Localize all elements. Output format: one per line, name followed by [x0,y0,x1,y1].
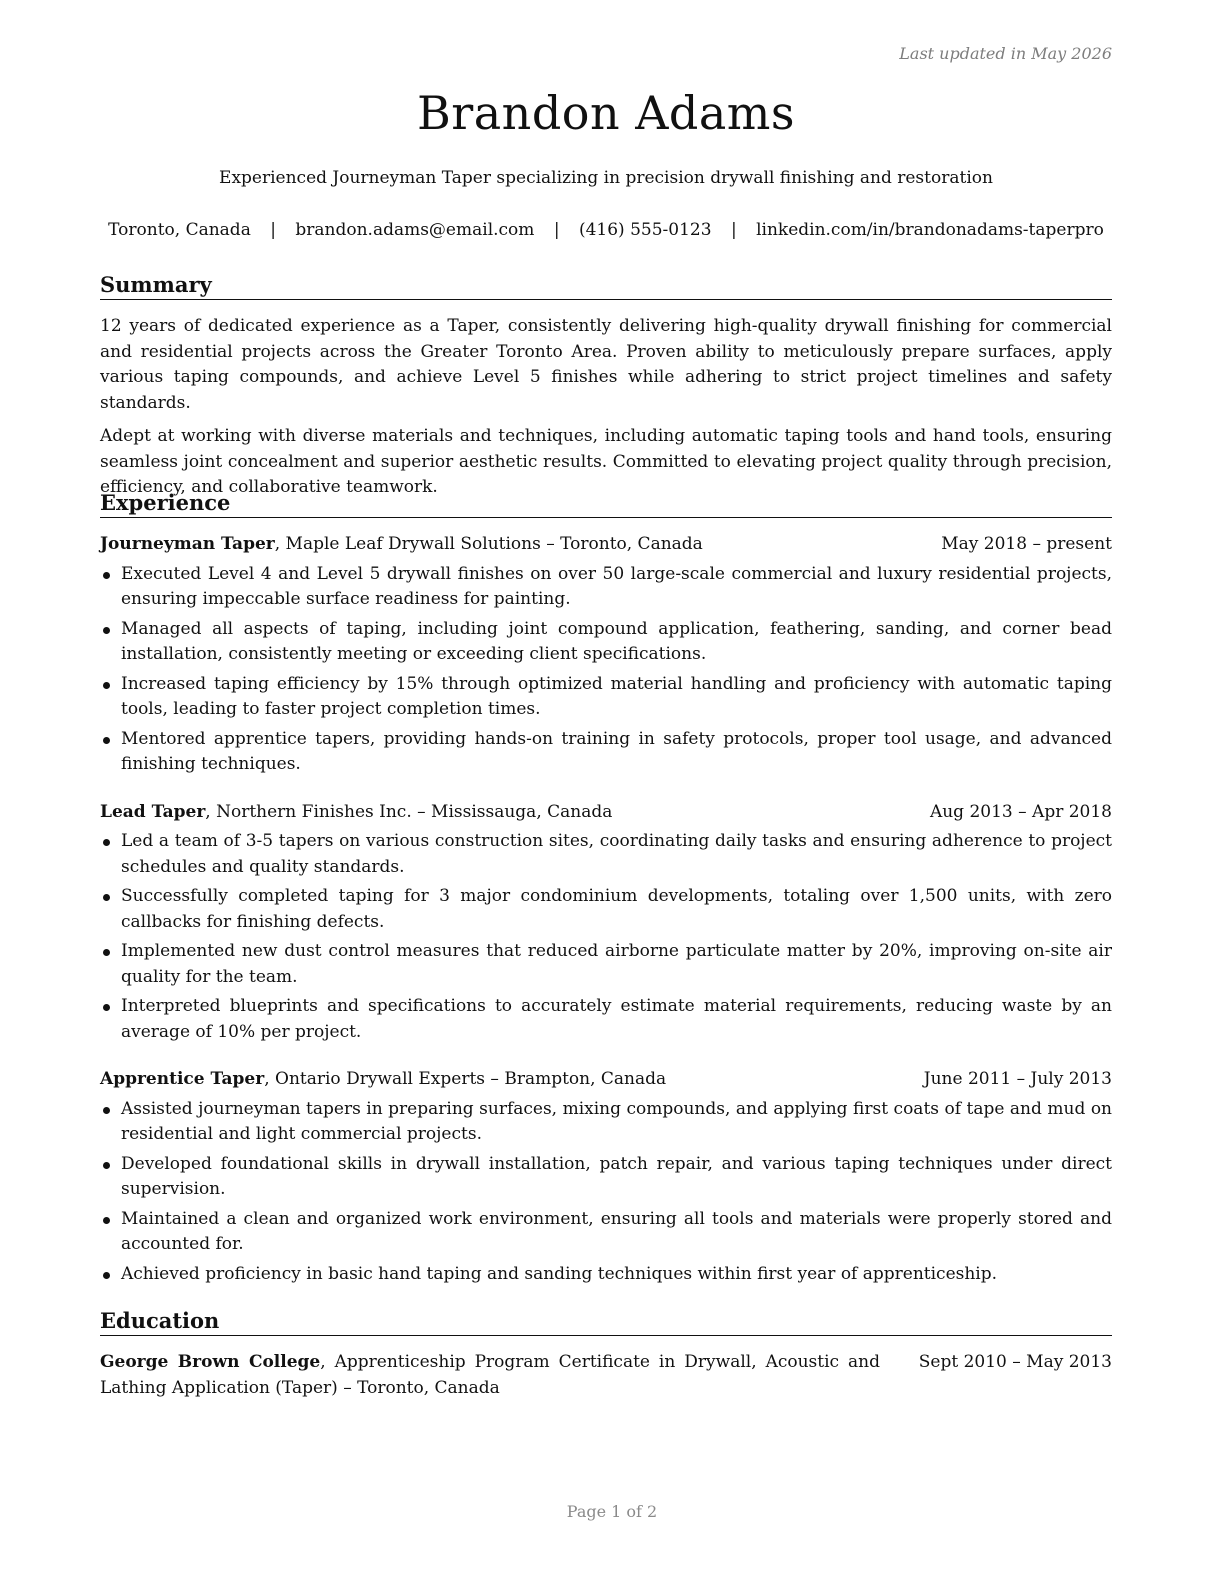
contact-separator: | [270,220,276,240]
job-title-line [100,1067,666,1093]
job-title-line [100,532,703,558]
bullet-text: Increased taping efficiency by 15% through optimized material handling and proficiency with automatic taping tools, leading to faster project completion times. [121,673,1112,719]
job-bullet [100,1262,1112,1288]
job-bullet [100,829,1112,880]
education-section [100,1308,1112,1401]
job-header [100,1067,1112,1093]
resume-page [100,0,1112,1584]
summary-paragraph: Adept at working with diverse materials and techniques, including automatic taping tools and hand tools, ensuring seamless joint concealment and superior aesthetic results. Committed to elevating project quality through precision, efficiency, and collaborative teamwork. [100,426,1112,497]
job-employer: , Maple Leaf Drywall Solutions – Toronto, Canada [274,534,703,554]
candidate-name: Brandon Adams [416,86,796,140]
bullet-icon [103,627,110,634]
job-role: Journeyman Taper [100,534,275,554]
job-bullet [100,672,1112,723]
candidate-headline: Experienced Journeyman Taper specializing in precision drywall finishing and restoration [219,168,993,188]
job-role: Apprentice Taper [100,1069,265,1089]
bullet-text: Interpreted blueprints and specifications to accurately estimate material requirements, reducing waste by an average of 10% per project. [121,996,1112,1042]
education-details [100,1350,880,1401]
section-title-summary: Summary [100,272,1112,300]
bullet-text: Maintained a clean and organized work environment, ensuring all tools and materials were properly stored and accounted for. [121,1208,1112,1254]
bullet-text: Assisted journeyman tapers in preparing surfaces, mixing compounds, and applying first coats of tape and mud on residential and light commercial projects. [121,1098,1112,1144]
job-bullet [100,884,1112,935]
bullet-text: Implemented new dust control measures that reduced airborne particulate matter by 20%, improving on-site air quality for the team. [121,941,1112,987]
job-employer: , Ontario Drywall Experts – Brampton, Canada [264,1069,667,1089]
job-header [100,532,1112,558]
bullet-text: Mentored apprentice tapers, providing hands-on training in safety protocols, proper tool usage, and advanced finishing techniques. [121,728,1112,774]
bullet-icon [103,1272,110,1279]
job-header [100,800,1112,826]
job-bullet [100,994,1112,1045]
job-bullet [100,1207,1112,1258]
job-bullet [100,617,1112,668]
section-title-education: Education [100,1308,1112,1336]
job-entry [100,800,1112,1046]
bullet-icon [103,682,110,689]
bullet-text: Executed Level 4 and Level 5 drywall finishes on over 50 large-scale commercial and luxury residential projects, ensuring impeccable surface readiness for painting. [121,563,1112,609]
bullet-text: Managed all aspects of taping, including joint compound application, feathering, sanding, and corner bead installation, consistently meeting or exceeding client specifications. [121,618,1112,664]
experience-section [100,490,1112,1291]
education-program: , Apprenticeship Program Certificate in Drywall, Acoustic and Lathing Application (Taper) – Toronto, Canada [100,1352,880,1398]
bullet-text: Successfully completed taping for 3 major condominium developments, totaling over 1,500 units, with zero callbacks for finishing defects. [121,886,1112,932]
job-dates: May 2018 – present [941,534,1112,554]
bullet-icon [103,572,110,579]
job-entry [100,532,1112,778]
section-title-experience: Experience [100,490,1112,518]
bullet-icon [103,1004,110,1011]
job-bullets [100,562,1112,778]
contact-email[interactable]: brandon.adams@email.com [295,220,535,240]
bullet-icon [103,1217,110,1224]
contact-line [100,220,1112,240]
contact-separator: | [553,220,560,240]
bullet-icon [103,1107,110,1114]
bullet-icon [103,839,110,846]
job-bullet [100,1152,1112,1203]
summary-paragraph: 12 years of dedicated experience as a Taper, consistently delivering high-quality drywall finishing for commercial and residential projects across the Greater Toronto Area. Proven ability to meticulously prepare surfaces, apply various taping compounds, and achieve Level 5 finishes while adhering to strict project timelines and safety standards. [100,316,1112,413]
bullet-icon [103,949,110,956]
contact-location: Toronto, Canada [108,220,251,240]
job-bullets [100,1097,1112,1288]
bullet-icon [103,1162,110,1169]
bullet-icon [103,737,110,744]
job-bullets [100,829,1112,1045]
contact-separator: | [730,220,737,240]
education-school: George Brown College [100,1352,321,1372]
contact-phone[interactable]: (416) 555-0123 [578,220,712,240]
job-dates: Aug 2013 – Apr 2018 [929,801,1112,822]
job-bullet [100,727,1112,778]
last-updated-note: Last updated in May 2026 [899,44,1112,63]
job-entry [100,1067,1112,1287]
bullet-text: Led a team of 3-5 tapers on various construction sites, coordinating daily tasks and ensuring adherence to project schedules and quality standards. [121,831,1112,877]
bullet-text: Developed foundational skills in drywall installation, patch repair, and various taping techniques under direct supervision. [121,1153,1112,1199]
summary-section [100,272,1112,509]
education-dates: Sept 2010 – May 2013 [918,1352,1112,1372]
education-entry [100,1350,1112,1401]
job-bullet [100,1097,1112,1148]
bullet-text: Achieved proficiency in basic hand taping and sanding techniques within first year of apprenticeship. [121,1263,998,1284]
job-employer: , Northern Finishes Inc. – Mississauga, Canada [205,801,613,822]
job-title-line [100,800,612,826]
job-dates: June 2011 – July 2013 [923,1069,1112,1089]
bullet-icon [103,894,110,901]
page-number: Page 1 of 2 [566,1502,658,1521]
job-role: Lead Taper [100,801,206,822]
contact-linkedin[interactable]: linkedin.com/in/brandonadams-taperpro [756,220,1104,240]
job-bullet [100,939,1112,990]
job-bullet [100,562,1112,613]
